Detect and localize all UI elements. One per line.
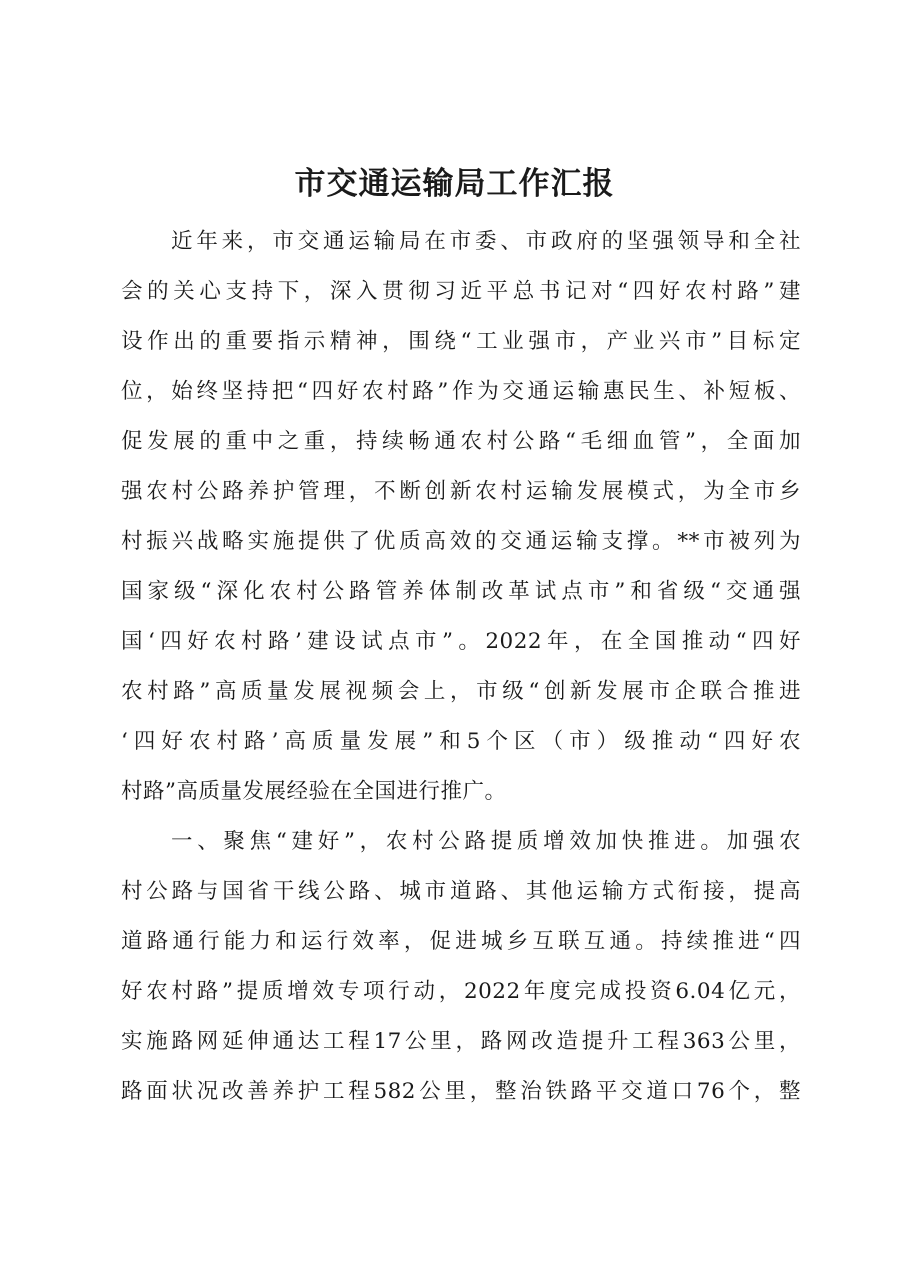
text-line: 农村路”高质量发展视频会上，市级“创新发展市企联合推进 [121, 679, 801, 704]
text-line: 近年来，市交通运输局在市委、市政府的坚强领导和全社 [171, 229, 801, 254]
document-title: 市交通运输局工作汇报 [294, 166, 615, 202]
text-line: 国‘四好农村路’建设试点市”。2022年，在全国推动“四好 [121, 629, 801, 654]
text-line: 村振兴战略实施提供了优质高效的交通运输支撑。**市被列为 [121, 529, 801, 554]
text-line: 会的关心支持下，深入贯彻习近平总书记对“四好农村路”建 [121, 279, 801, 304]
text-line: 村路”高质量发展经验在全国进行推广。 [121, 779, 507, 804]
text-line: 路面状况改善养护工程582公里，整治铁路平交道口76个，整 [121, 1079, 801, 1104]
text-line: 一、聚焦“建好”，农村公路提质增效加快推进。加强农 [171, 829, 801, 854]
text-line: 强农村公路养护管理，不断创新农村运输发展模式，为全市乡 [121, 479, 801, 504]
text-line: 实施路网延伸通达工程17公里，路网改造提升工程363公里， [121, 1029, 801, 1054]
text-line: 国家级“深化农村公路管养体制改革试点市”和省级“交通强 [121, 579, 801, 604]
text-line: 好农村路”提质增效专项行动，2022年度完成投资6.04亿元， [121, 979, 801, 1004]
text-line: 村公路与国省干线公路、城市道路、其他运输方式衔接，提高 [121, 879, 801, 904]
text-line: 促发展的重中之重，持续畅通农村公路“毛细血管”，全面加 [121, 429, 801, 454]
text-line: 道路通行能力和运行效率，促进城乡互联互通。持续推进“四 [121, 929, 801, 954]
text-line: 设作出的重要指示精神，围绕“工业强市，产业兴市”目标定 [121, 329, 801, 354]
text-line: 位，始终坚持把“四好农村路”作为交通运输惠民生、补短板、 [121, 379, 801, 404]
text-line: ‘四好农村路’高质量发展”和5个区（市）级推动“四好农 [121, 729, 801, 754]
